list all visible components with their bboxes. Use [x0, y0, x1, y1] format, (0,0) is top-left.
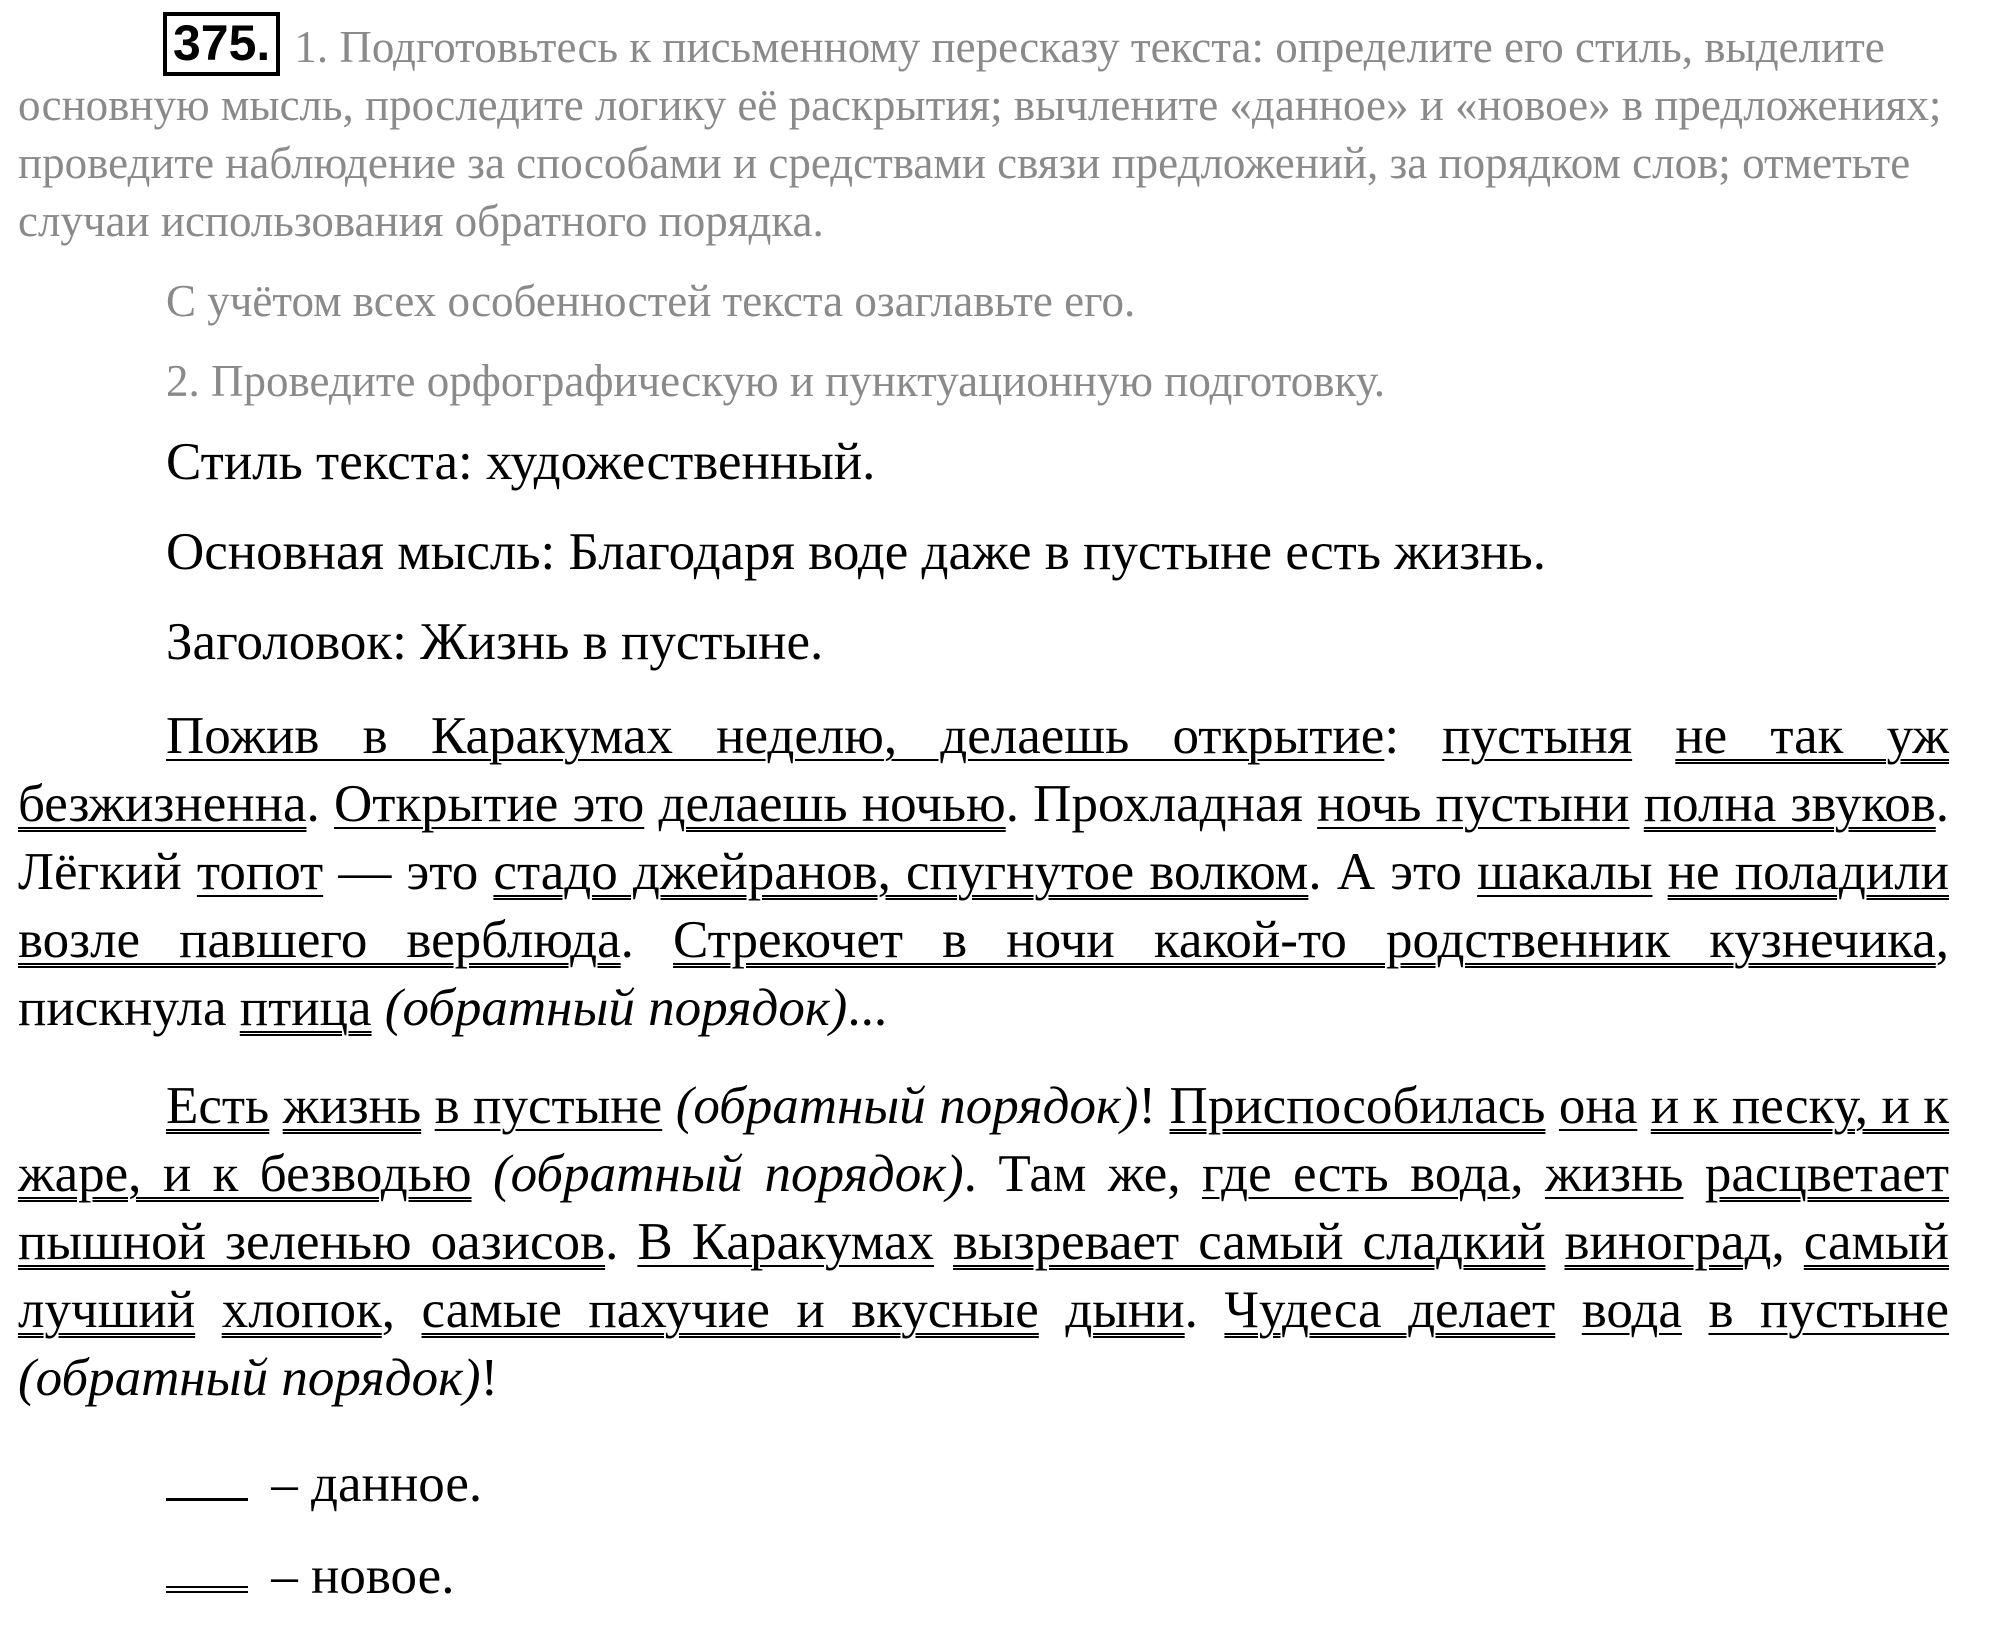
plain-segment: . Там же, [963, 1145, 1203, 1203]
new-segment: жизнь [282, 1077, 422, 1135]
paragraph-1 [18, 702, 1949, 1042]
plain-segment: . [306, 775, 334, 833]
new-segment: самый лучший [18, 1213, 1950, 1339]
legend-given-label: – данное. [258, 1455, 483, 1513]
plain-segment: . Лёгкий [18, 775, 1950, 901]
reverse-order-note: (обратный порядок) [384, 979, 848, 1037]
given-segment: где есть вода [1202, 1145, 1511, 1203]
given-segment: ночь пустыни [1317, 775, 1630, 833]
given-segment: она [1558, 1077, 1638, 1135]
single-underline-mark [166, 1460, 248, 1501]
given-segment: Открытие это [333, 775, 645, 833]
plain-segment [662, 1077, 675, 1135]
answer-main-idea: Основная мысль: Благодаря воде даже в пустыне есть жизнь. [166, 523, 1546, 581]
new-segment: дыни [1065, 1281, 1185, 1339]
new-segment: виноград [1564, 1213, 1772, 1271]
reverse-order-note: (обратный порядок) [492, 1145, 964, 1203]
plain-segment [195, 1281, 222, 1339]
new-segment: хлопок [221, 1281, 382, 1339]
given-segment: топот [196, 843, 324, 901]
plain-segment: ! [480, 1349, 499, 1407]
paragraph-2 [18, 1072, 1949, 1412]
given-segment: в пустыне [1708, 1281, 1950, 1339]
new-segment: расцветает пышной зеленью оазисов [18, 1145, 1950, 1271]
new-segment: Есть [166, 1077, 270, 1135]
plain-segment: , пискнула [18, 911, 1950, 1037]
plain-segment: . [620, 911, 674, 969]
plain-segment [1632, 707, 1675, 765]
new-segment: и к песку, и к жаре, и к безводью [18, 1077, 1950, 1203]
given-segment: жизнь [1544, 1145, 1684, 1203]
plain-segment: — это [323, 843, 494, 901]
plain-segment: , [1771, 1213, 1804, 1271]
plain-segment [1630, 775, 1644, 833]
new-segment: стадо джейранов, спугнутое волком [493, 843, 1309, 901]
new-segment: делаешь ночью [658, 775, 1006, 833]
new-segment: полна звуков [1643, 775, 1936, 833]
exercise-number: 375. [163, 12, 280, 76]
plain-segment: . Прохладная [1005, 775, 1318, 833]
answer-title: Заголовок: Жизнь в пустыне. [166, 613, 824, 671]
new-segment: не поладили возле павшего верблюда [18, 843, 1949, 969]
given-segment: Пожив в Каракумах неделю, делаешь открытие [166, 707, 1385, 765]
plain-segment: ... [847, 979, 888, 1037]
given-segment: В Каракумах [637, 1213, 934, 1271]
new-segment: самые пахучие и вкусные [421, 1281, 1039, 1339]
given-segment: вода [1581, 1281, 1682, 1339]
new-segment: Чудеса делает [1224, 1281, 1556, 1339]
instruction-1 [18, 12, 1949, 250]
new-segment: вызревает самый сладкий [953, 1213, 1546, 1271]
new-segment: Приспособилась [1169, 1077, 1546, 1135]
plain-segment: , [381, 1281, 422, 1339]
plain-segment [1039, 1281, 1066, 1339]
instruction-title: С учётом всех особенностей текста озаглавьте его. [166, 276, 1136, 326]
plain-segment [421, 1077, 434, 1135]
double-underline-mark [166, 1548, 248, 1593]
new-segment: птица [239, 979, 372, 1037]
plain-segment [1637, 1077, 1650, 1135]
legend-new-label: – новое. [258, 1547, 455, 1605]
plain-segment: . [605, 1213, 638, 1271]
plain-segment [1683, 1145, 1704, 1203]
legend-given [18, 1452, 1949, 1516]
plain-segment: . А это [1308, 843, 1478, 901]
plain-segment [1545, 1077, 1558, 1135]
instruction-2: 2. Проведите орфографическую и пунктуационную подготовку. [166, 356, 1385, 406]
plain-segment [1652, 843, 1667, 901]
plain-segment [644, 775, 658, 833]
plain-segment [269, 1077, 282, 1135]
reverse-order-note: (обратный порядок) [675, 1077, 1139, 1135]
plain-segment [372, 979, 385, 1037]
new-segment: Стрекочет в ночи какой-то родственник кузнечика [673, 911, 1936, 969]
plain-segment [472, 1145, 493, 1203]
plain-segment [1682, 1281, 1709, 1339]
given-segment: пустыня [1442, 707, 1633, 765]
legend-new [18, 1544, 1949, 1608]
instruction-1-text: 1. Подготовьтесь к письменному пересказу текста: определите его стиль, выделите основную мысль, проследите логику её раскрытия; вычлените «данное» и «новое» в предложениях; проведите наблюдение за способами и средствами связи предложений, за порядком слов; отметьте случаи использования обратного порядка. [18, 22, 1942, 246]
given-segment: в пустыне [434, 1077, 663, 1135]
plain-segment: ! [1138, 1077, 1170, 1135]
plain-segment: : [1384, 707, 1443, 765]
plain-segment [1555, 1281, 1582, 1339]
new-segment: не так уж безжизненна [18, 707, 1950, 833]
plain-segment: . [1184, 1281, 1225, 1339]
given-segment: шакалы [1477, 843, 1653, 901]
plain-segment: , [1510, 1145, 1545, 1203]
answer-style: Стиль текста: художественный. [166, 433, 876, 491]
reverse-order-note: (обратный порядок) [18, 1349, 481, 1407]
plain-segment [934, 1213, 953, 1271]
plain-segment [1545, 1213, 1564, 1271]
